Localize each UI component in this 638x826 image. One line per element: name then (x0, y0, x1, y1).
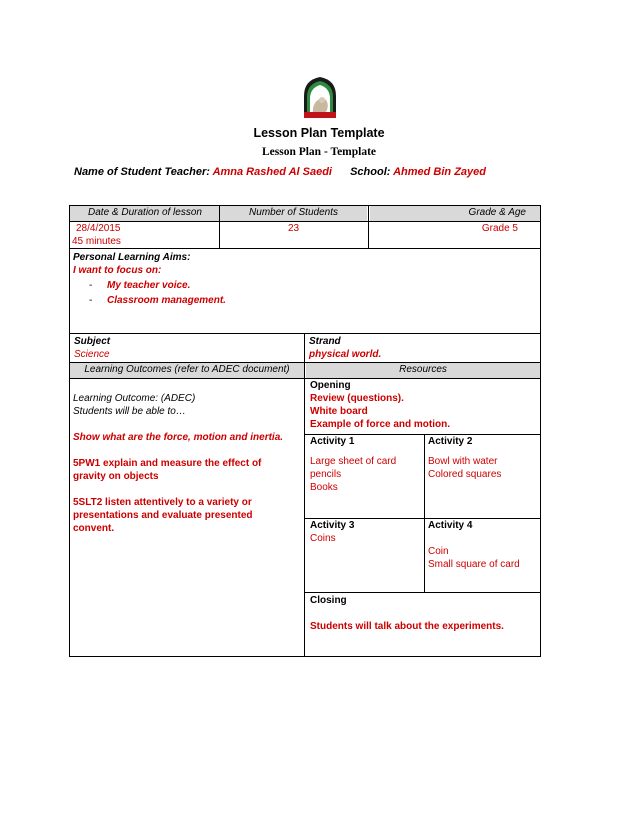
activity1-cell (308, 435, 422, 517)
student-teacher-label: Name of Student Teacher: (74, 166, 210, 178)
outcome-line: convent. (73, 523, 115, 534)
date-duration-cell (72, 222, 218, 248)
opening-cell (308, 379, 539, 433)
activity4-label: Activity 4 (428, 520, 473, 531)
aims-label: Personal Learning Aims: (73, 252, 191, 263)
strand-value: physical world. (309, 349, 382, 360)
activity3-item: Coins (310, 533, 336, 544)
aims-intro: I want to focus on: (73, 265, 162, 276)
outcome-line: Students will be able to… (73, 406, 186, 417)
outcome-line: 5SLT2 listen attentively to a variety or (73, 497, 252, 508)
activity2-item: Colored squares (428, 469, 502, 480)
document-subtitle: Lesson Plan - Template (261, 146, 377, 158)
students-count: 23 (287, 223, 300, 234)
activity2-item: Bowl with water (428, 456, 498, 467)
activity3-cell (308, 519, 422, 591)
activity4-item: Coin (428, 546, 449, 557)
header-grade-age: Grade & Age (370, 206, 540, 221)
outcome-line: 5PW1 explain and measure the effect of (73, 458, 262, 469)
strand-label: Strand (309, 336, 341, 347)
activity4-cell (426, 519, 539, 591)
subject-cell (71, 334, 304, 362)
aims-item: - My teacher voice. (89, 279, 537, 292)
grade-value: Grade 5 (481, 223, 518, 234)
student-teacher-value: Amna Rashed Al Saedi (212, 166, 332, 178)
activity1-item: Large sheet of card (310, 456, 397, 467)
subject-value: Science (74, 349, 110, 360)
activity1-item: pencils (310, 469, 342, 480)
activity1-label: Activity 1 (310, 436, 355, 447)
teacher-school-row (74, 166, 486, 178)
activity4-item: Small square of card (428, 559, 520, 570)
subject-label: Subject (74, 336, 111, 347)
header-number-students: Number of Students (220, 206, 367, 221)
header-date-duration: Date & Duration of lesson (70, 206, 220, 221)
outcomes-cell (72, 392, 304, 652)
outcome-line: Show what are the force, motion and inertia. (73, 432, 284, 443)
opening-label: Opening (310, 380, 351, 391)
resources-header: Resources (306, 363, 540, 378)
school-label: School: (350, 166, 391, 178)
outcome-line: gravity on objects (73, 471, 159, 482)
outcomes-header: Learning Outcomes (refer to ADEC document) (70, 363, 304, 378)
aims-item: - Classroom management. (89, 294, 537, 307)
activity2-cell (426, 435, 539, 517)
activity2-label: Activity 2 (428, 436, 473, 447)
strand-cell (306, 334, 539, 362)
document-title: Lesson Plan Template (253, 126, 385, 140)
lesson-duration: 45 minutes (72, 236, 121, 247)
opening-item: White board (310, 406, 368, 417)
lesson-date: 28/4/2015 (76, 223, 121, 234)
opening-item: Review (questions). (310, 393, 404, 404)
school-value: Ahmed Bin Zayed (393, 166, 486, 178)
personal-aims-cell (71, 250, 539, 330)
outcome-line: Learning Outcome: (ADEC) (73, 393, 196, 404)
closing-text: Students will talk about the experiments. (310, 621, 504, 632)
outcome-line: presentations and evaluate presented (73, 510, 253, 521)
closing-cell (308, 594, 539, 654)
closing-label: Closing (310, 595, 347, 606)
activity3-label: Activity 3 (310, 520, 355, 531)
school-crest-icon (300, 74, 340, 122)
activity1-item: Books (310, 482, 338, 493)
opening-item: Example of force and motion. (310, 419, 451, 430)
